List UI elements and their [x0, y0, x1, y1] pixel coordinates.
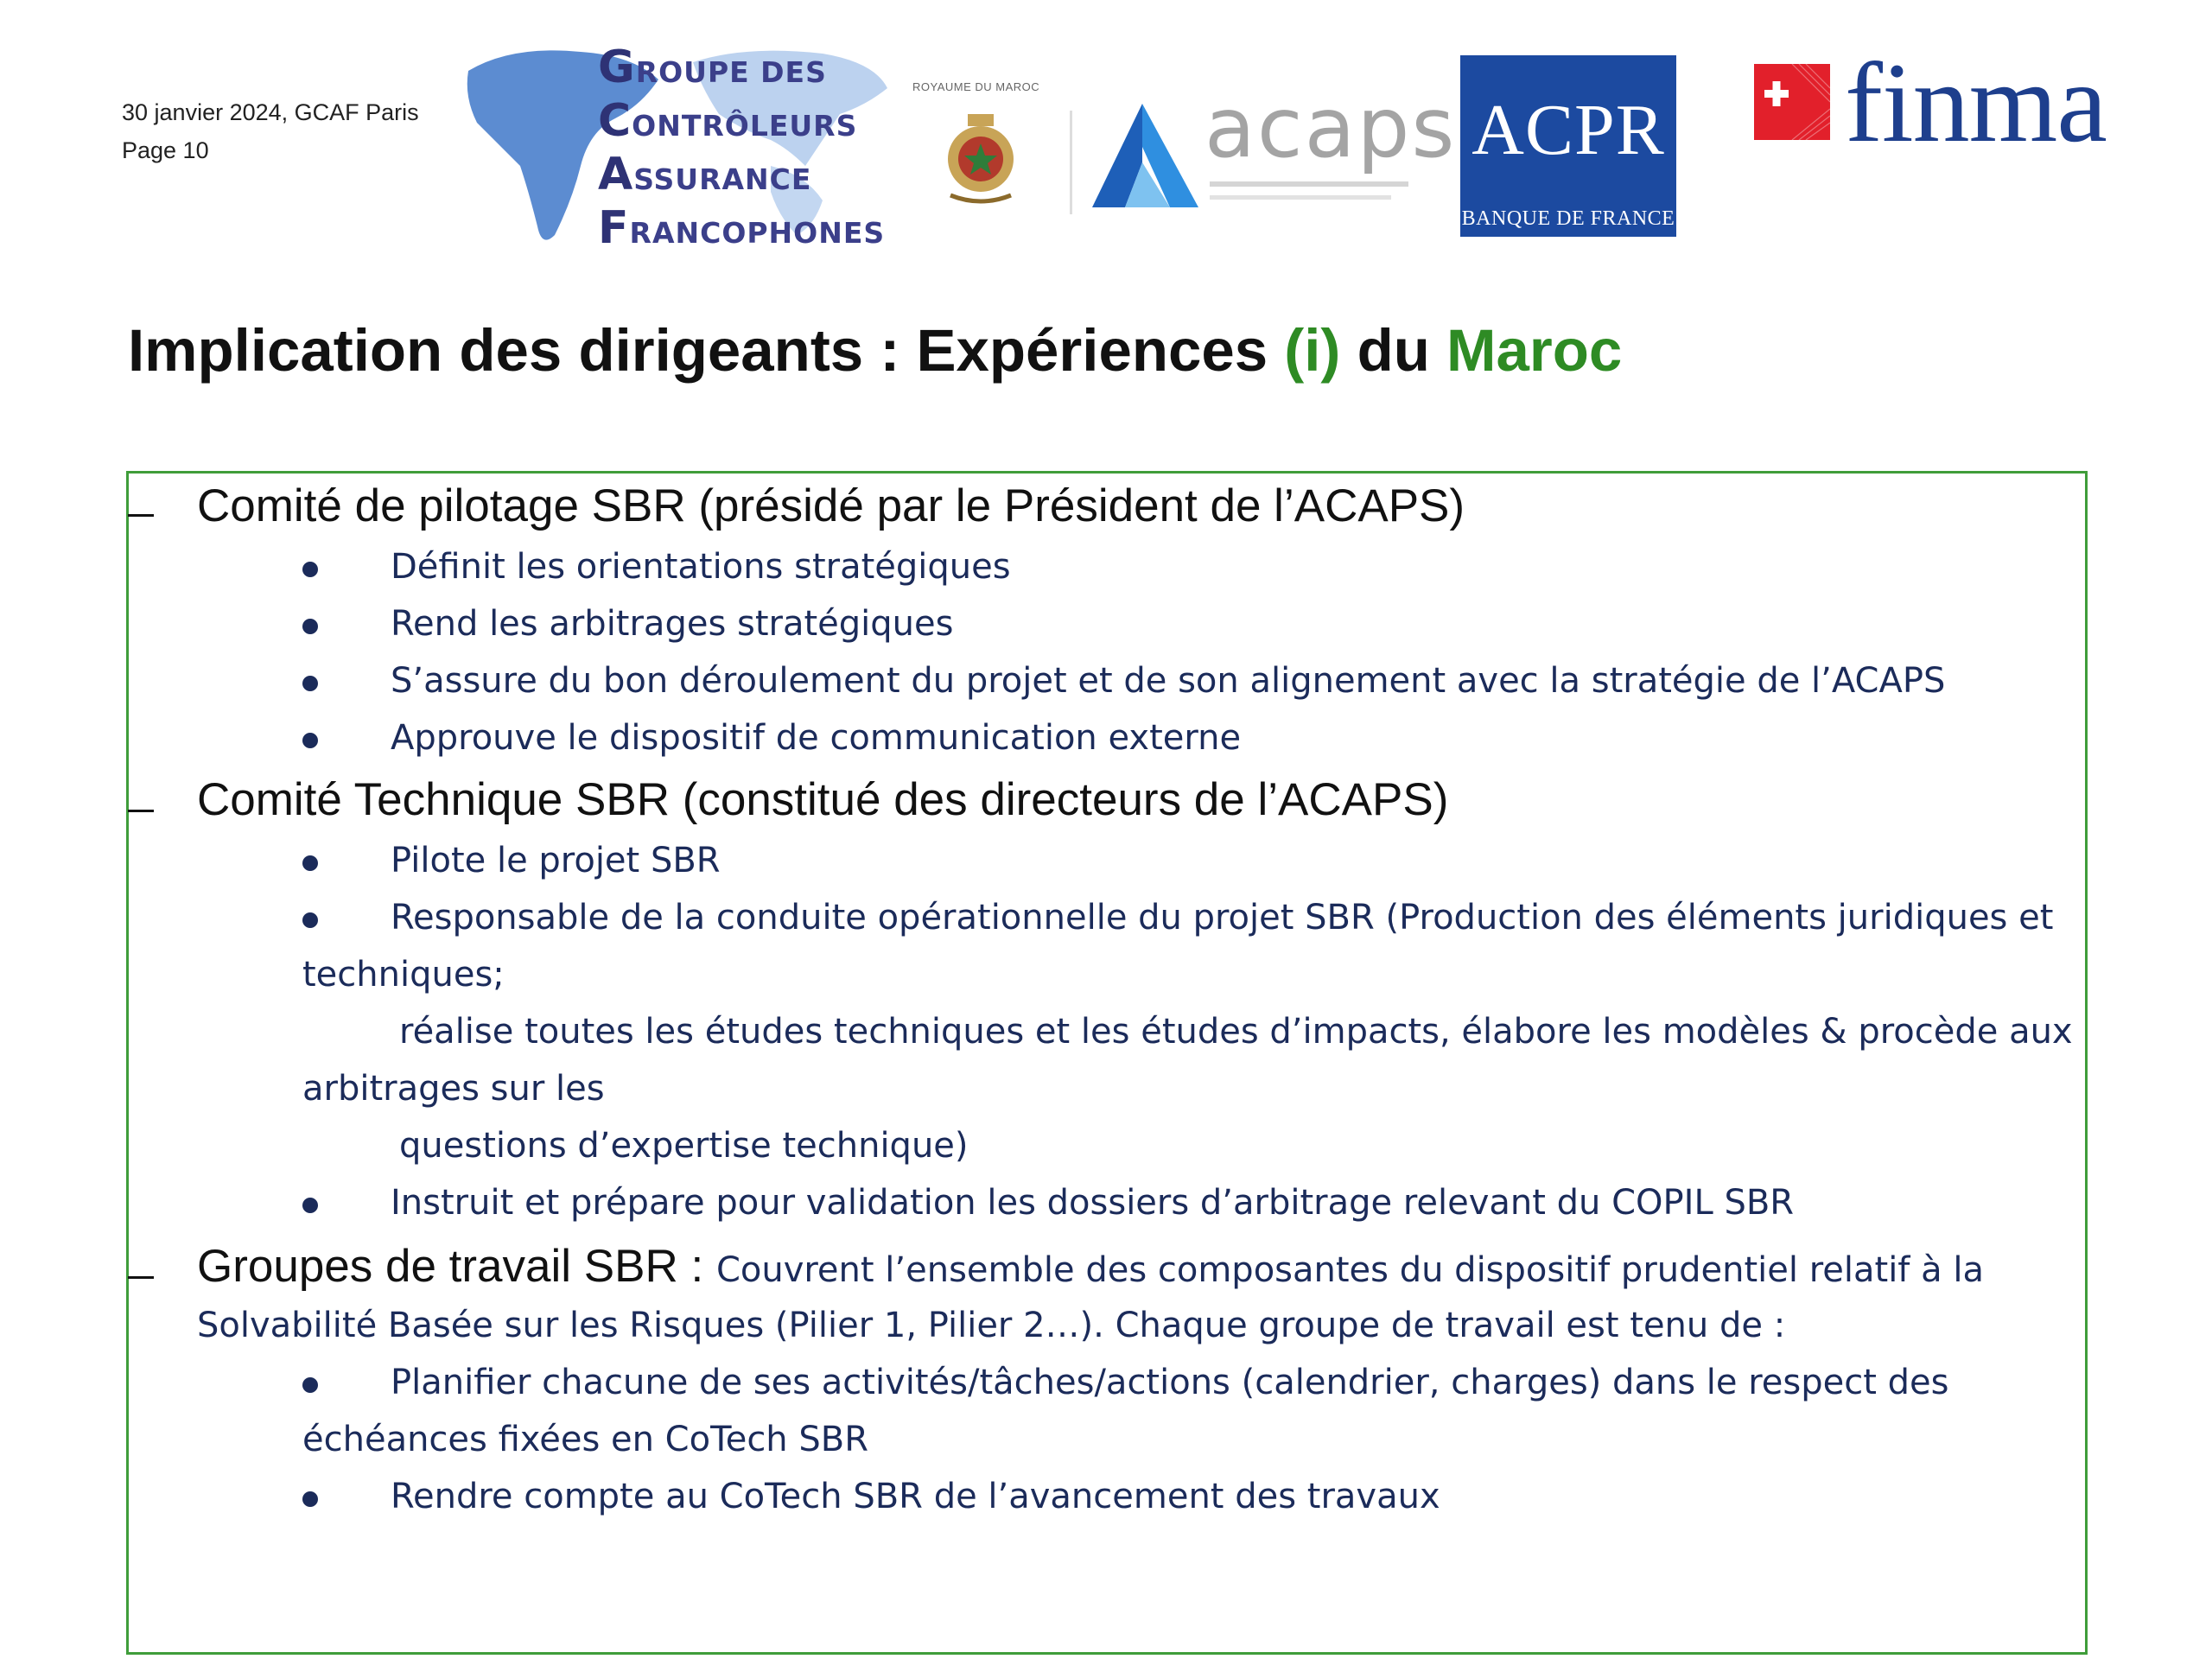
bullet-dot: [302, 619, 318, 634]
acpr-logo: [1460, 55, 1676, 237]
bullet-text: Instruit et prépare pour validation les dossiers d’arbitrage relevant du COPIL SBR: [391, 1183, 1795, 1223]
continuation-text: réalise toutes les études techniques et les études d’impacts, élabore les modèles & procède aux: [399, 1012, 2073, 1052]
bullet-dot: [302, 676, 318, 691]
bullet-dot: [302, 1377, 318, 1393]
page-number: Page 10: [122, 137, 209, 163]
heading-continuation: Solvabilité Basée sur les Risques (Pilier 1, Pilier 2…). Chaque groupe de travail est tenu de :: [197, 1306, 1786, 1345]
continuation-text: techniques;: [302, 955, 505, 995]
bullet-text: Définit les orientations stratégiques: [391, 547, 1011, 587]
dash-marker: [128, 1276, 154, 1279]
continuation-text: échéances fixées en CoTech SBR: [302, 1420, 868, 1459]
finma-wordmark: finma: [1845, 39, 2107, 166]
acaps-tagline-line: [1210, 195, 1391, 200]
continuation-text: arbitrages sur les: [302, 1069, 605, 1109]
bullet-text: Responsable de la conduite opérationnelle du projet SBR (Production des éléments juridiques et: [391, 898, 2054, 938]
bullet-dot: [302, 1491, 318, 1507]
acaps-wordmark: acaps: [1205, 79, 1457, 176]
dash-marker: [128, 810, 154, 812]
moroccan-emblem-icon: [933, 105, 1028, 209]
bullet-dot: [302, 562, 318, 577]
date-line: 30 janvier 2024, GCAF Paris: [122, 99, 419, 125]
swiss-flag-icon: [1754, 64, 1830, 140]
bullet-text: Planifier chacune de ses activités/tâches/actions (calendrier, charges) dans le respect des: [391, 1363, 1949, 1402]
gcaf-wordmark: GROUPE DES CONTRÔLEURS ASSURANCE FRANCOPHONES: [598, 41, 886, 254]
section-heading: Comité Technique SBR (constitué des directeurs de l’ACAPS): [197, 774, 1449, 825]
section-heading: Comité de pilotage SBR (présidé par le Président de l’ACAPS): [197, 480, 1465, 531]
slide-title: Implication des dirigeants : Expériences (i) du Maroc: [128, 317, 1623, 384]
bullet-dot: [302, 733, 318, 748]
section-heading: Groupes de travail SBR : Couvrent l’ensemble des composantes du dispositif prudentiel relatif à la: [197, 1241, 1984, 1292]
bullet-text: Pilote le projet SBR: [391, 841, 721, 880]
bullet-text: Rend les arbitrages stratégiques: [391, 604, 954, 644]
acaps-tagline-line: [1210, 181, 1408, 187]
dash-marker: [128, 514, 154, 517]
bullet-dot: [302, 912, 318, 928]
logo-divider: [1070, 111, 1072, 214]
bullet-dot: [302, 1198, 318, 1213]
continuation-text: questions d’expertise technique): [399, 1126, 969, 1166]
acpr-bank-label: BANQUE DE FRANCE: [1461, 207, 1675, 230]
bullet-text: Approuve le dispositif de communication externe: [391, 718, 1242, 758]
bullet-text: Rendre compte au CoTech SBR de l’avancement des travaux: [391, 1477, 1440, 1516]
bullet-text: S’assure du bon déroulement du projet et de son alignement avec la stratégie de l’ACAPS: [391, 661, 1946, 701]
slide-meta: [122, 93, 419, 169]
acaps-a-icon: [1090, 102, 1203, 209]
acpr-wordmark: ACPR: [1471, 90, 1665, 170]
maroc-label: ROYAUME DU MAROC: [912, 80, 1040, 93]
gcaf-logo: [460, 36, 900, 257]
bullet-dot: [302, 855, 318, 871]
